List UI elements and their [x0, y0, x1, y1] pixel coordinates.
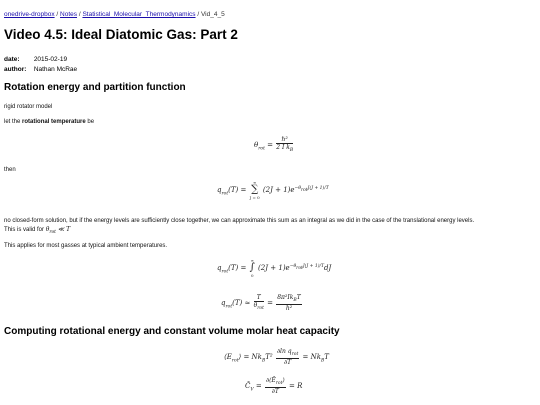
paragraph-ambient: This applies for most gasses at typical ambient temperatures. [4, 243, 168, 249]
meta-author-label: author: [4, 66, 27, 73]
paragraph-then: then [4, 167, 16, 173]
breadcrumb-current: Vid_4_5 [200, 11, 225, 18]
paragraph-text: let the [4, 119, 21, 125]
page-title: Video 4.5: Ideal Diatomic Gas: Part 2 [4, 27, 238, 42]
equation-q-rot-approx: $q_{rot}(T)$ ≈ $\frac{T}{\theta_{rot}}$ = $\frac{8\pi^2Ik_BT}{\text{h²}}$ [221, 294, 301, 313]
equation-q-rot-integral: $q_{rot}(T)$ = ∞ ∫ 0 $(2J + 1)e^{-\theta_{rot}J(J + 1)/T}dJ$ [217, 258, 332, 278]
breadcrumb-separator: / [56, 11, 59, 18]
breadcrumb-separator: / [78, 11, 81, 18]
term-rotational-temperature: rotational temperature [22, 119, 86, 125]
equation-mean-energy: $⟨E_{rot}⟩ = Nk_BT^2$ $\frac{\partial\ln q_{rot}}{\partial T}$ = $Nk_BT$ [224, 348, 329, 367]
equation-q-rot-sum: $q_{rot}(T)$ = ∞ ∑ J = 0 $(2J + 1)e^{-\theta_{rot}J(J + 1)/T}$ [217, 180, 329, 200]
breadcrumb [4, 11, 225, 18]
breadcrumb-separator: / [197, 11, 200, 18]
paragraph-closed-form [4, 217, 474, 237]
breadcrumb-link-onedrive-dropbox[interactable]: onedrive-dropbox [4, 11, 55, 18]
breadcrumb-link-notes[interactable]: Notes [60, 11, 78, 18]
paragraph-rotational-temperature [4, 118, 94, 127]
breadcrumb-link-statistical-molecular-thermodynamics[interactable]: Statistical_Molecular_Thermodynamics [82, 11, 196, 18]
paragraph-rigid-rotator: rigid rotator model [4, 104, 53, 110]
meta-author [4, 66, 77, 73]
meta-author-value: Nathan McRae [33, 66, 78, 73]
meta-date-label: date: [4, 56, 20, 63]
section-heading-rotational-energy: Computing rotational energy and constant volume molar heat capacity [4, 326, 340, 337]
paragraph-text: be [87, 119, 95, 125]
equation-heat-capacity: $C̄_V$ = $\frac{\partial⟨Ē_{rot}⟩}{\partial T}$ = R [245, 377, 303, 396]
inline-condition: $\theta_{rot}$ ≪ T [45, 225, 71, 235]
paragraph-text: This is valid for [4, 226, 45, 233]
meta-date [4, 56, 67, 63]
section-heading-rotation: Rotation energy and partition function [4, 82, 186, 93]
meta-date-value: 2015-02-19 [33, 56, 68, 63]
equation-theta-rot: $\theta_{rot}$ = $\frac{\text{ℏ²}}{2 I k_B}$ [254, 136, 294, 154]
paragraph-text: no closed-form solution, but if the energy levels are sufficiently close together, we can approximate this sum as an integral as we did in the case of the translational energy levels. [4, 218, 475, 224]
